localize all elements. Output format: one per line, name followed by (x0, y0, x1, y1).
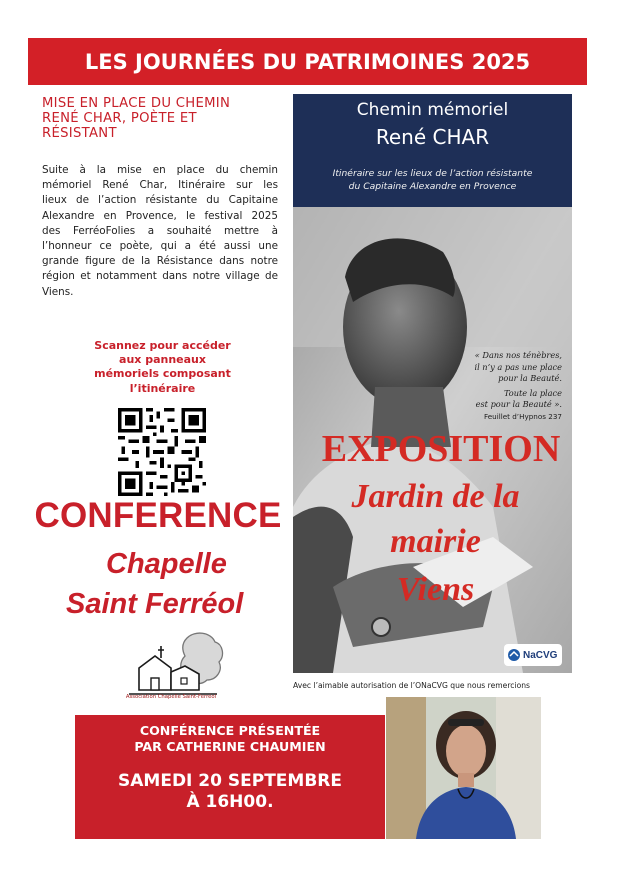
subtitle-line: Itinéraire sur les lieux de l’action résistante (332, 168, 533, 179)
top-banner (28, 38, 587, 85)
body-line: l’honneur ce poète, qui a été aussi une (42, 240, 278, 253)
exhibition-place-line-2: mairie (390, 523, 481, 560)
date-line: À 16H00. (186, 792, 274, 812)
speaker-photo (386, 697, 541, 839)
quote-line: pour la Beauté. (498, 373, 562, 383)
exhibition-place-line-3: Viens (396, 571, 475, 608)
venue-line-1: Chapelle (106, 548, 227, 580)
quote-line: il n’y a pas une place (474, 361, 562, 372)
heading-line: MISE EN PLACE DU CHEMIN (42, 96, 231, 111)
date-line: SAMEDI 20 SEPTEMBRE (118, 771, 342, 791)
event-date (75, 771, 385, 813)
body-line: grande figure de la Résistance dans notre (42, 255, 278, 268)
section-heading (42, 96, 287, 141)
banner-title: LES JOURNÉES DU PATRIMOINES 2025 (84, 49, 531, 74)
body-line: Alexandre en Provence, le festival 2025 (42, 209, 278, 222)
heading-line: RÉSISTANT (42, 126, 117, 141)
exhibition-place-line-1: Jardin de la (351, 478, 520, 515)
quote-line: est pour la Beauté ». (475, 399, 562, 409)
body-line: des FerréoFolies a souhaité mettre à (42, 224, 278, 237)
venue-line-2: Saint Ferréol (66, 588, 244, 620)
scan-line: mémoriels composant (94, 367, 231, 381)
intro-paragraph (42, 163, 278, 300)
quote-source: Feuillet d’Hypnos 237 (483, 411, 562, 421)
scan-instructions (40, 339, 285, 396)
association-name: Association Chapelle Saint-Ferréol (125, 694, 217, 700)
qr-code-icon[interactable] (118, 408, 206, 496)
photo-credit: Avec l’aimable autorisation de l’ONaCVG que nous remercions (293, 681, 530, 690)
poem-quote (430, 350, 562, 422)
onacvg-badge (504, 644, 562, 666)
body-line: région et notamment dans notre village de (42, 270, 278, 283)
onacvg-logo-icon (507, 648, 521, 662)
body-line: Suite à la mise en place du chemin (42, 164, 278, 176)
scan-line: aux panneaux (119, 353, 206, 367)
body-line: mémoriel René Char, Itinéraire sur les (42, 179, 278, 192)
scan-line: Scannez pour accéder (94, 339, 231, 352)
scan-line: l’itinéraire (129, 381, 196, 395)
exhibition-title: EXPOSITION (321, 428, 561, 470)
conference-title: CONFERENCE (34, 496, 282, 535)
presenter-line: CONFÉRENCE PRÉSENTÉE (139, 723, 321, 738)
quote-line: « Dans nos ténèbres, (474, 350, 562, 360)
subtitle-line: du Capitaine Alexandre en Provence (348, 181, 517, 192)
quote-line: Toute la place (503, 387, 562, 398)
presenter-text (75, 723, 385, 755)
panel-name: René CHAR (375, 125, 490, 149)
presenter-line: PAR CATHERINE CHAUMIEN (134, 739, 326, 754)
heading-line: RENÉ CHAR, POÈTE ET (42, 111, 197, 126)
panel-subtitle (293, 167, 572, 193)
onacvg-label: NaCVG (523, 649, 558, 661)
body-line: lieux de l’action résistante du Capitaine (42, 194, 278, 207)
panel-title: Chemin mémoriel (356, 100, 509, 120)
body-line: Viens. (42, 285, 74, 298)
